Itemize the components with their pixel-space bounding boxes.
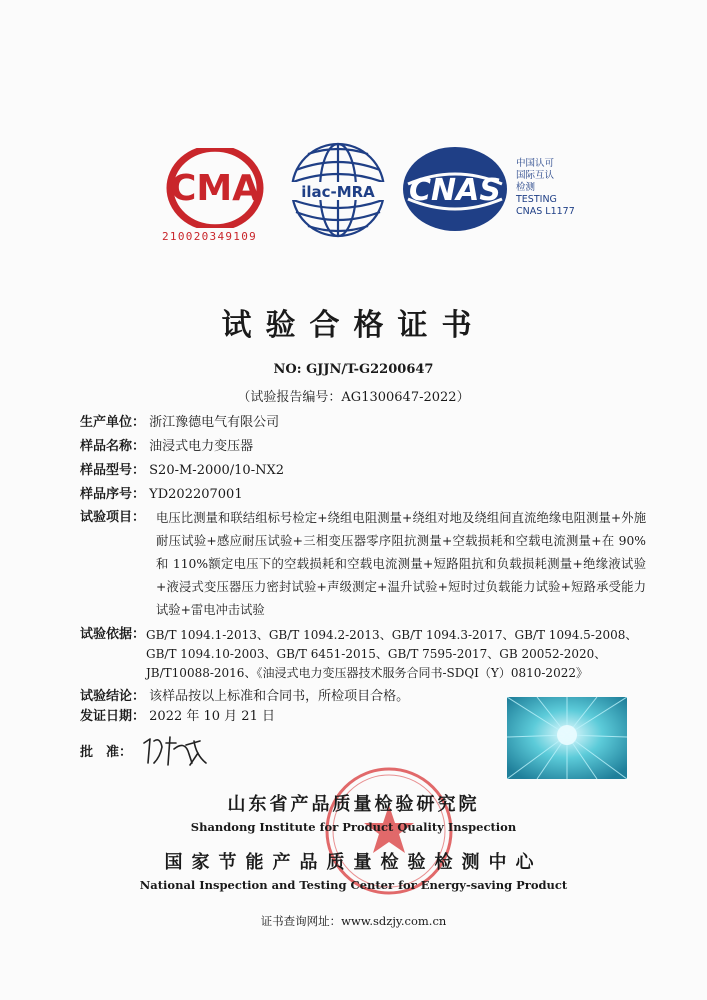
approver-signature <box>140 733 220 769</box>
cnas-line: TESTING <box>516 194 557 205</box>
cma-logo <box>160 148 270 228</box>
field-value: YD202207001 <box>149 487 243 502</box>
field-sample-name <box>80 436 253 458</box>
cma-number: 210020349109 <box>162 230 258 243</box>
field-label: 生产单位： <box>80 415 146 430</box>
certificate-title: 试验合格证书 <box>221 308 486 343</box>
cnas-line: CNAS L1177 <box>516 206 575 217</box>
certificate-number: NO: GJJN/T-G2200647 <box>273 362 434 377</box>
field-sample-model <box>80 460 284 482</box>
field-test-basis-value: GB/T 1094.1-2013、GB/T 1094.2-2013、GB/T 1094.3-2017、GB/T 1094.5-2008、GB/T 1094.10-2003、GB/T 6451-2015、GB/T 7595-2017、GB 20052-2020、JB/T10088-2016、《油浸式电力变压器技术服务合同书-SDQI（Y）0810-2022》 <box>146 628 638 680</box>
field-approver <box>80 742 132 764</box>
field-conclusion <box>80 686 409 708</box>
report-number: （试验报告编号：AG1300647-2022） <box>237 390 470 405</box>
cnas-line: 国际互认 <box>516 170 555 181</box>
field-manufacturer <box>80 412 279 434</box>
field-label: 样品名称： <box>80 439 146 454</box>
org2-name-cn: 国家节能产品质量检验检测中心 <box>164 852 543 873</box>
field-sample-serial <box>80 484 243 506</box>
accreditation-logos <box>160 140 580 250</box>
field-label: 发证日期： <box>80 709 146 724</box>
org1-name-en: Shandong Institute for Product Quality Inspection <box>190 820 517 834</box>
cma-logo-text: CMA <box>169 168 261 209</box>
cnas-logo <box>400 144 510 234</box>
field-label: 样品型号： <box>80 463 146 478</box>
ilac-logo-text: ilac-MRA <box>301 183 375 201</box>
field-label: 批 准： <box>80 745 133 760</box>
ilac-mra-logo <box>288 140 388 240</box>
org1-name-cn: 山东省产品质量检验研究院 <box>227 794 480 815</box>
field-value: 2022 年 10 月 21 日 <box>149 709 275 724</box>
cnas-line: 中国认可 <box>516 158 555 169</box>
org2-name-en: National Inspection and Testing Center for Energy-saving Product <box>139 878 568 892</box>
field-value: 该样品按以上标准和合同书，所检项目合格。 <box>149 689 410 704</box>
field-test-basis-label <box>80 624 145 646</box>
field-value: S20-M-2000/10-NX2 <box>149 463 284 478</box>
field-label: 试验项目： <box>80 510 146 525</box>
cnas-side-text <box>516 158 575 218</box>
field-label: 样品序号： <box>80 487 146 502</box>
field-label: 试验依据： <box>80 627 146 642</box>
cnas-logo-text: CNAS <box>409 173 501 208</box>
field-label: 试验结论： <box>80 689 146 704</box>
field-issue-date <box>80 706 275 728</box>
field-test-items-value: 电压比测量和联结组标号检定+绕组电阻测量+绕组对地及绕组间直流绝缘电阻测量+外施耐压试验+感应耐压试验+三相变压器零序阻抗测量+空载损耗和空载电流测量+在 90%和 110%额定电压下的空载损耗和空载电流测量+短路阻抗和负载损耗测量+绝缘液试验+液浸式变压器压力密封试验+声级测定+温升试验+短时过负载能力试验+短路承受能力试验+雷电冲击试验 <box>156 511 646 617</box>
field-test-items-label <box>80 507 145 529</box>
field-value: 油浸式电力变压器 <box>149 439 254 454</box>
cnas-line: 检测 <box>516 182 536 193</box>
field-value: 浙江豫德电气有限公司 <box>149 415 280 430</box>
hologram-seal <box>507 697 627 779</box>
query-url: 证书查询网址：www.sdzjy.com.cn <box>260 914 447 928</box>
